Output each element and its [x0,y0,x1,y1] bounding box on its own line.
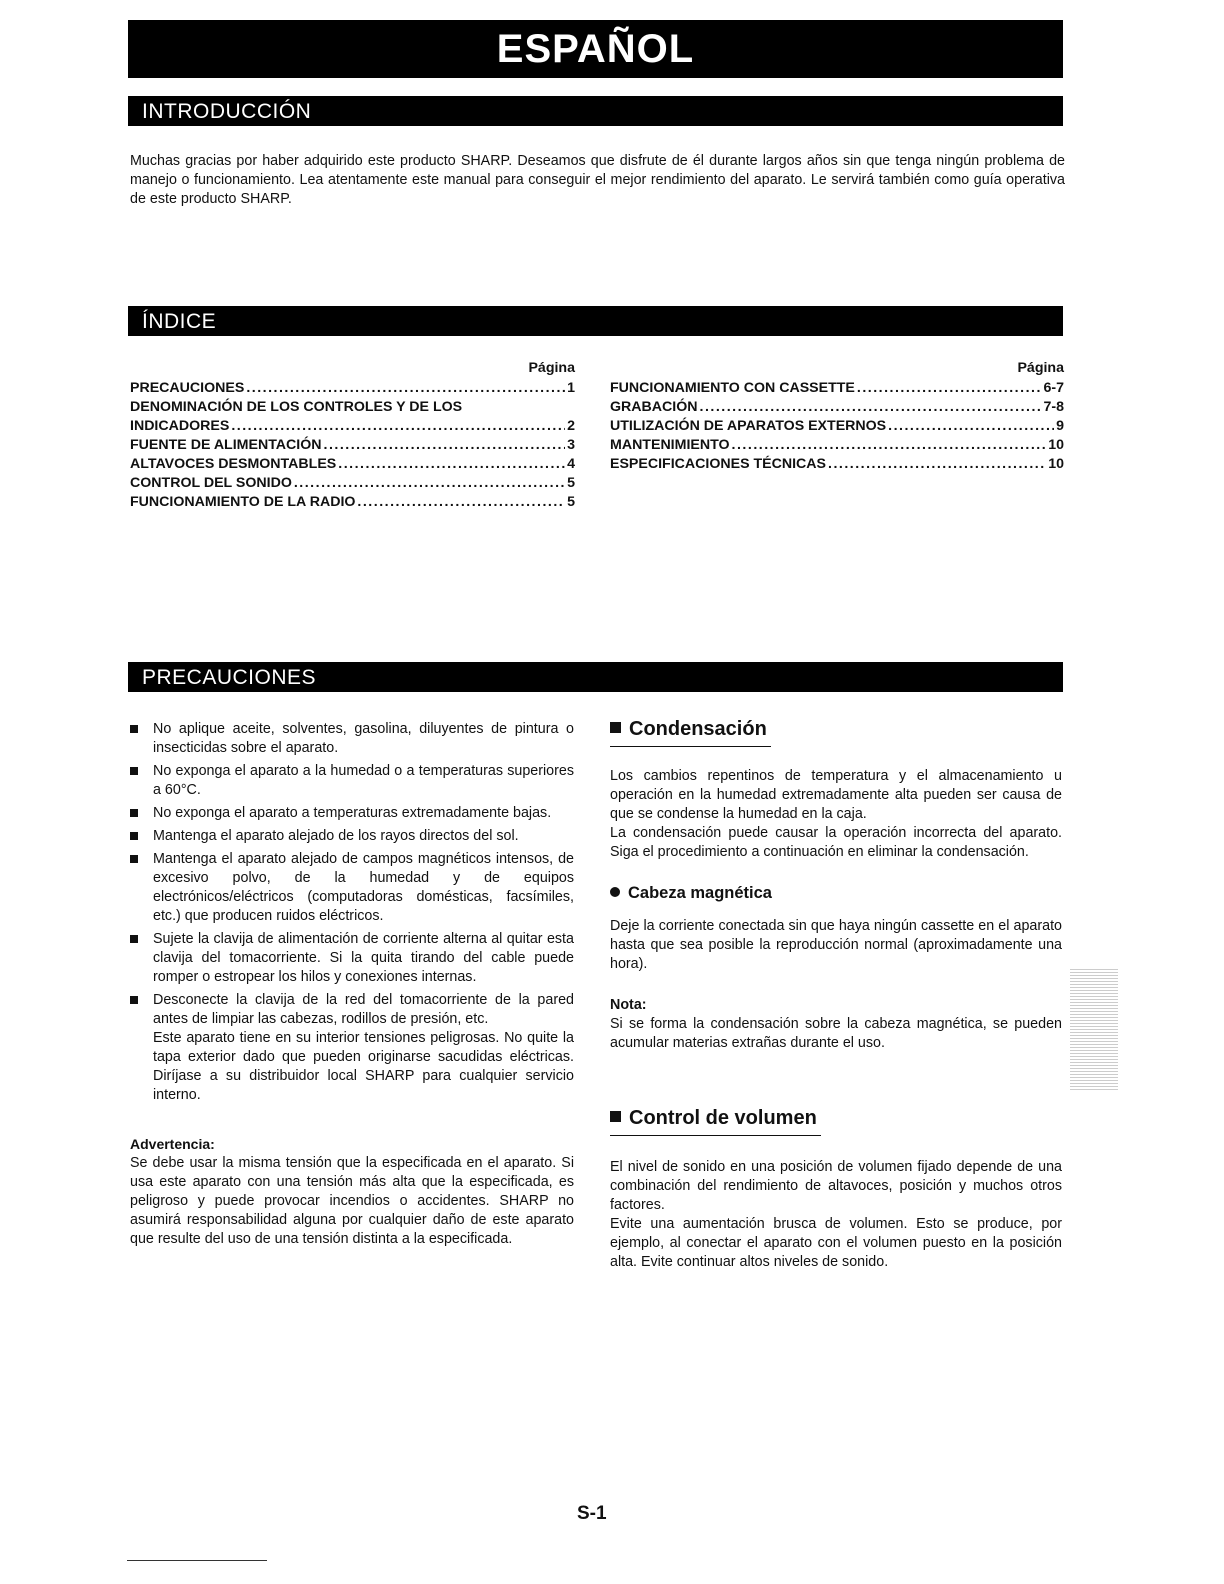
note-text: Si se forma la condensación sobre la cabeza magnética, se pueden acumular materias extrañas durante el uso. [610,1016,1062,1051]
precautions-heading-bar [128,662,1063,692]
index-entry: FUENTE DE ALIMENTACIÓN ..... 3 [130,436,575,455]
index-entry: INDICADORES ..... 2 [130,417,575,436]
condensation-text-2: La condensación puede causar la operación incorrecta del aparato. Siga el procedimiento a continuación en eliminar la condensación. [610,825,1062,860]
precautions-heading: PRECAUCIONES [142,666,317,689]
index-entry: PRECAUCIONES ..... 1 [130,379,575,398]
language-title-bar [128,20,1063,78]
list-item: Mantenga el aparato alejado de campos magnéticos intensos, de excesivo polvo, de la humedad y de equipos electrónicos/eléctricos (computadoras domésticas, facsímiles, etc.) que producen ruidos eléctricos. [130,850,574,926]
square-bullet-icon [130,996,138,1004]
index-right-column [610,360,1064,474]
intro-text: Muchas gracias por haber adquirido este producto SHARP. Deseamos que disfrute de él durante largos años sin que tenga ningún problema de manejo o funcionamiento. Lea atentamente este manual para conseguir el mejor rendimiento del aparato. Le servirá también como guía operativa de este producto SHARP. [130,153,1065,207]
list-item: No aplique aceite, solventes, gasolina, diluyentes de pintura o insecticidas sobre el aparato. [130,720,574,758]
intro-heading-bar [128,96,1063,126]
square-bullet-icon [610,722,621,733]
precautions-list [130,720,574,1105]
footer-divider [127,1560,267,1561]
condensation-text: Los cambios repentinos de temperatura y el almacenamiento u operación en la humedad extremadamente alta pueden ser causa de que se condense la humedad en la caja. [610,768,1062,822]
index-entry: ESPECIFICACIONES TÉCNICAS ..... 10 [610,455,1064,474]
square-bullet-icon [130,767,138,775]
square-bullet-icon [610,1111,621,1122]
index-entry: FUNCIONAMIENTO DE LA RADIO ..... 5 [130,493,575,512]
scan-artifact [1070,968,1118,1090]
square-bullet-icon [130,809,138,817]
volume-text: El nivel de sonido en una posición de volumen fijado depende de una combinación del rendimiento de altavoces, posición y muchos otros factores. [610,1159,1062,1213]
index-heading: ÍNDICE [142,310,217,333]
note-title: Nota: [610,997,647,1013]
volume-text-2: Evite una aumentación brusca de volumen. Esto se produce, por ejemplo, al conectar el aparato con el volumen puesto en la posición alta. Evite continuar altos niveles de sonido. [610,1216,1062,1270]
danger-notice: Este aparato tiene en su interior tensiones peligrosas. No quite la tapa exterior dado que pueden originarse sacudidas eléctricas. Diríjase a su distribuidor local SHARP para cualquier servicio interno. [153,1030,574,1103]
condensation-column [610,716,1062,1272]
condensation-heading: Condensación [610,716,771,747]
warning-text: Se debe usar la misma tensión que la especificada en el aparato. Si usa este aparato con una tensión más alta que la especificada, es peligroso y puede provocar incendios o accidentes. SHARP no asumirá responsabilidad alguna por cualquier daño de este aparato que resulte del uso de una tensión distinta a la especificada. [130,1155,574,1247]
precautions-column [130,720,574,1249]
page-number: S-1 [577,1503,607,1524]
index-entry: UTILIZACIÓN DE APARATOS EXTERNOS ..... 9 [610,417,1064,436]
square-bullet-icon [130,832,138,840]
index-entry: MANTENIMIENTO ..... 10 [610,436,1064,455]
volume-heading: Control de volumen [610,1105,821,1136]
index-entry: ALTAVOCES DESMONTABLES ..... 4 [130,455,575,474]
index-page-label: Página [1017,360,1064,376]
index-entry: CONTROL DEL SONIDO ..... 5 [130,474,575,493]
magnetic-head-heading: Cabeza magnética [610,884,1062,903]
square-bullet-icon [130,855,138,863]
index-page-label: Página [528,360,575,376]
index-entry: FUNCIONAMIENTO CON CASSETTE ..... 6-7 [610,379,1064,398]
list-item: Mantenga el aparato alejado de los rayos directos del sol. [130,827,574,846]
index-heading-bar [128,306,1063,336]
index-left-column [130,360,575,512]
round-bullet-icon [610,887,620,897]
square-bullet-icon [130,725,138,733]
index-entry: DENOMINACIÓN DE LOS CONTROLES Y DE LOS [130,399,463,415]
index-entry: GRABACIÓN ..... 7-8 [610,398,1064,417]
intro-heading: INTRODUCCIÓN [142,100,312,123]
page-title: ESPAÑOL [496,27,695,71]
square-bullet-icon [130,935,138,943]
warning-title: Advertencia: [130,1136,215,1152]
list-item: Sujete la clavija de alimentación de corriente alterna al quitar esta clavija del tomacorriente. Si la quita tirando del cable puede romper o estropear los hilos y conexiones internas. [130,930,574,987]
list-item: No exponga el aparato a temperaturas extremadamente bajas. [130,804,574,823]
list-item: Desconecte la clavija de la red del tomacorriente de la pared antes de limpiar las cabezas, rodillos de presión, etc. Este aparato tiene en su interior tensiones peligrosas. No quite la tapa exterior dado que pueden originarse sacudidas eléctricas. Diríjase a su distribuidor local SHARP para cualquier servicio interno. [130,991,574,1105]
magnetic-head-text: Deje la corriente conectada sin que haya ningún cassette en el aparato hasta que sea posible la reproducción normal (aproximadamente una hora). [610,918,1062,972]
list-item: No exponga el aparato a la humedad o a temperaturas superiores a 60°C. [130,762,574,800]
